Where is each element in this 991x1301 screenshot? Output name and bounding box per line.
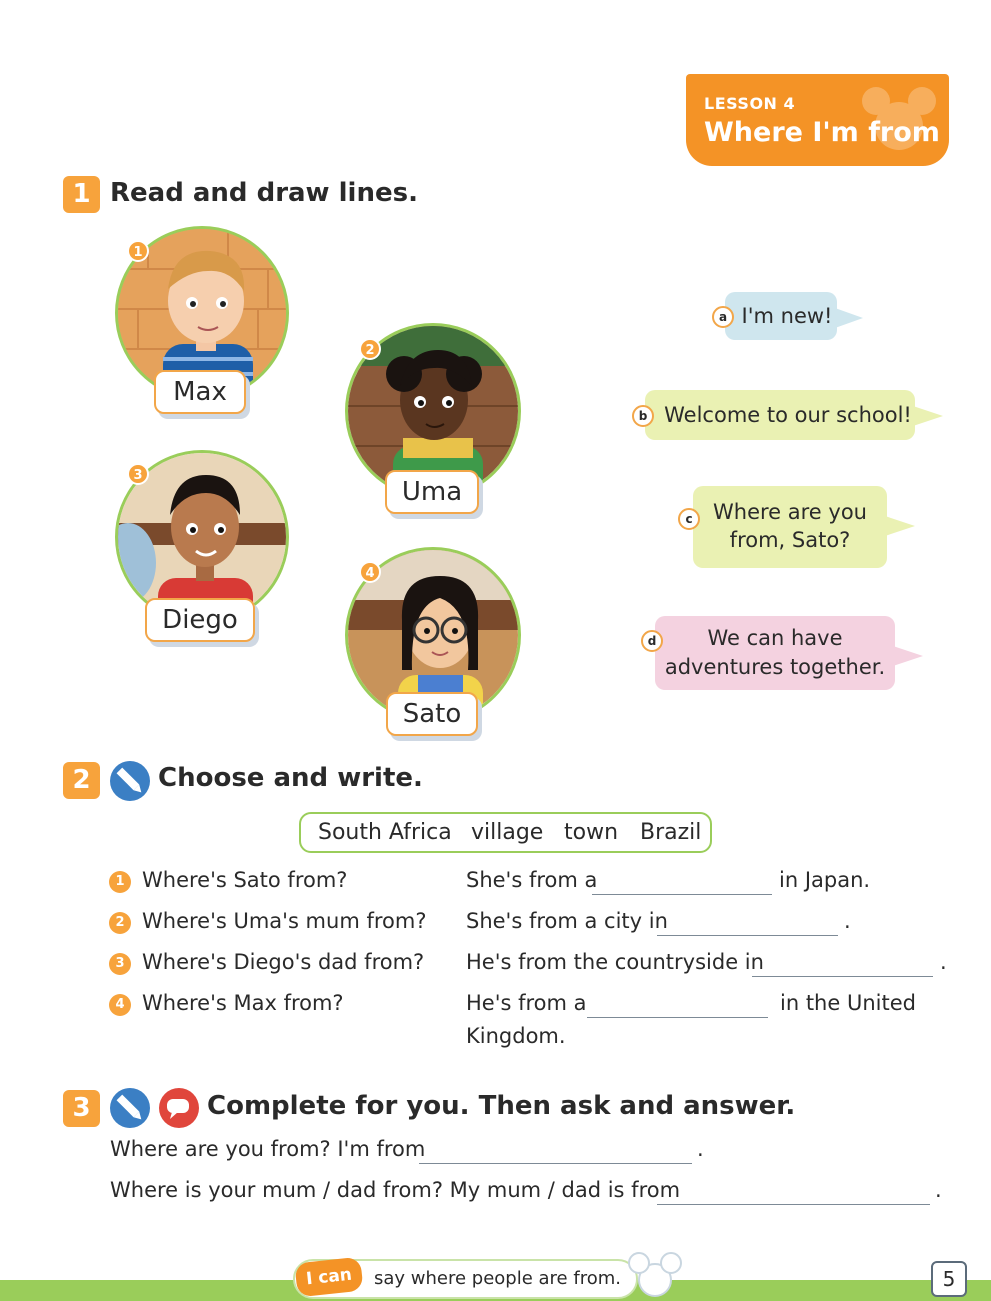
answer-continuation: Kingdom. xyxy=(466,1024,566,1048)
section-1-title: Read and draw lines. xyxy=(110,178,418,208)
answer-blank-3[interactable] xyxy=(752,975,933,977)
diego-number: 3 xyxy=(127,463,149,485)
bubble-tail xyxy=(893,646,923,666)
speech-bubble-b[interactable] xyxy=(645,390,915,440)
bubble-a-text: I'm new! xyxy=(741,304,833,328)
bubble-tail xyxy=(913,406,943,426)
answer-blank-2[interactable] xyxy=(657,934,838,936)
answer-prefix: He's from the countryside in xyxy=(466,950,764,974)
answer-blank-parent[interactable] xyxy=(657,1203,930,1205)
speech-bubble-d[interactable] xyxy=(655,616,895,690)
word-option[interactable]: South Africa xyxy=(318,820,452,845)
bubble-c-line2: from, Sato? xyxy=(729,528,851,552)
pencil-icon xyxy=(109,760,151,802)
footer-goal-text: say where people are from. xyxy=(374,1268,621,1289)
bubble-tail xyxy=(885,516,915,536)
word-option[interactable]: town xyxy=(564,820,619,845)
bubble-letter-d: d xyxy=(641,630,663,652)
pencil-icon xyxy=(109,1087,151,1129)
mouse-ears-icon xyxy=(626,1250,684,1298)
question-text: Where's Sato from? xyxy=(142,868,348,892)
answer-blank-self[interactable] xyxy=(419,1162,692,1164)
name-tag-uma[interactable]: Uma xyxy=(385,470,479,514)
name-tag-diego[interactable]: Diego xyxy=(145,598,255,642)
answer-suffix: . xyxy=(844,909,851,933)
speech-bubble-c[interactable] xyxy=(693,486,887,568)
answer-blank-4[interactable] xyxy=(587,1016,768,1018)
answer-suffix: in Japan. xyxy=(779,868,871,892)
question-number: 1 xyxy=(109,871,131,893)
bubble-b-text: Welcome to our school! xyxy=(664,403,912,427)
sato-number: 4 xyxy=(359,561,381,583)
uma-number: 2 xyxy=(359,338,381,360)
lesson-title: Where I'm from xyxy=(704,117,940,148)
bubble-d-line1: We can have xyxy=(707,626,843,650)
answer-prefix: He's from a xyxy=(466,991,587,1015)
bubble-letter-b: b xyxy=(632,405,654,427)
answer-blank-1[interactable] xyxy=(592,893,772,895)
bubble-tail xyxy=(835,308,863,328)
prompt-line-1-end: . xyxy=(697,1137,704,1161)
speech-bubble-a[interactable] xyxy=(725,292,837,340)
question-text: Where's Uma's mum from? xyxy=(142,909,427,933)
i-can-badge: I can xyxy=(294,1257,363,1298)
prompt-line-1: Where are you from? I'm from xyxy=(110,1137,426,1161)
question-text: Where's Diego's dad from? xyxy=(142,950,425,974)
word-option[interactable]: Brazil xyxy=(640,820,702,845)
word-option[interactable]: village xyxy=(471,820,544,845)
section-3-number: 3 xyxy=(63,1090,100,1127)
page-number: 5 xyxy=(931,1261,967,1297)
lesson-banner xyxy=(686,74,949,166)
section-3-title: Complete for you. Then ask and answer. xyxy=(207,1091,796,1121)
answer-suffix: in the United xyxy=(780,991,916,1015)
bubble-letter-c: c xyxy=(678,508,700,530)
bubble-c-line1: Where are you xyxy=(713,500,867,524)
section-2-number: 2 xyxy=(63,762,100,799)
name-tag-max[interactable]: Max xyxy=(154,370,246,414)
section-1-number: 1 xyxy=(63,176,100,213)
question-number: 4 xyxy=(109,994,131,1016)
section-2-title: Choose and write. xyxy=(158,763,423,793)
name-tag-sato[interactable]: Sato xyxy=(386,692,478,736)
bubble-letter-a: a xyxy=(712,306,734,328)
lesson-number: LESSON 4 xyxy=(704,94,796,113)
answer-prefix: She's from a xyxy=(466,868,598,892)
prompt-line-2: Where is your mum / dad from? My mum / dad is from xyxy=(110,1178,681,1202)
question-text: Where's Max from? xyxy=(142,991,344,1015)
question-number: 2 xyxy=(109,912,131,934)
speech-icon xyxy=(158,1087,200,1129)
mouse-ears-icon xyxy=(859,84,939,154)
question-number: 3 xyxy=(109,953,131,975)
answer-prefix: She's from a city in xyxy=(466,909,668,933)
max-number: 1 xyxy=(127,240,149,262)
prompt-line-2-end: . xyxy=(935,1178,942,1202)
word-box xyxy=(299,812,712,853)
answer-suffix: . xyxy=(940,950,947,974)
bubble-d-line2: adventures together. xyxy=(664,655,886,679)
